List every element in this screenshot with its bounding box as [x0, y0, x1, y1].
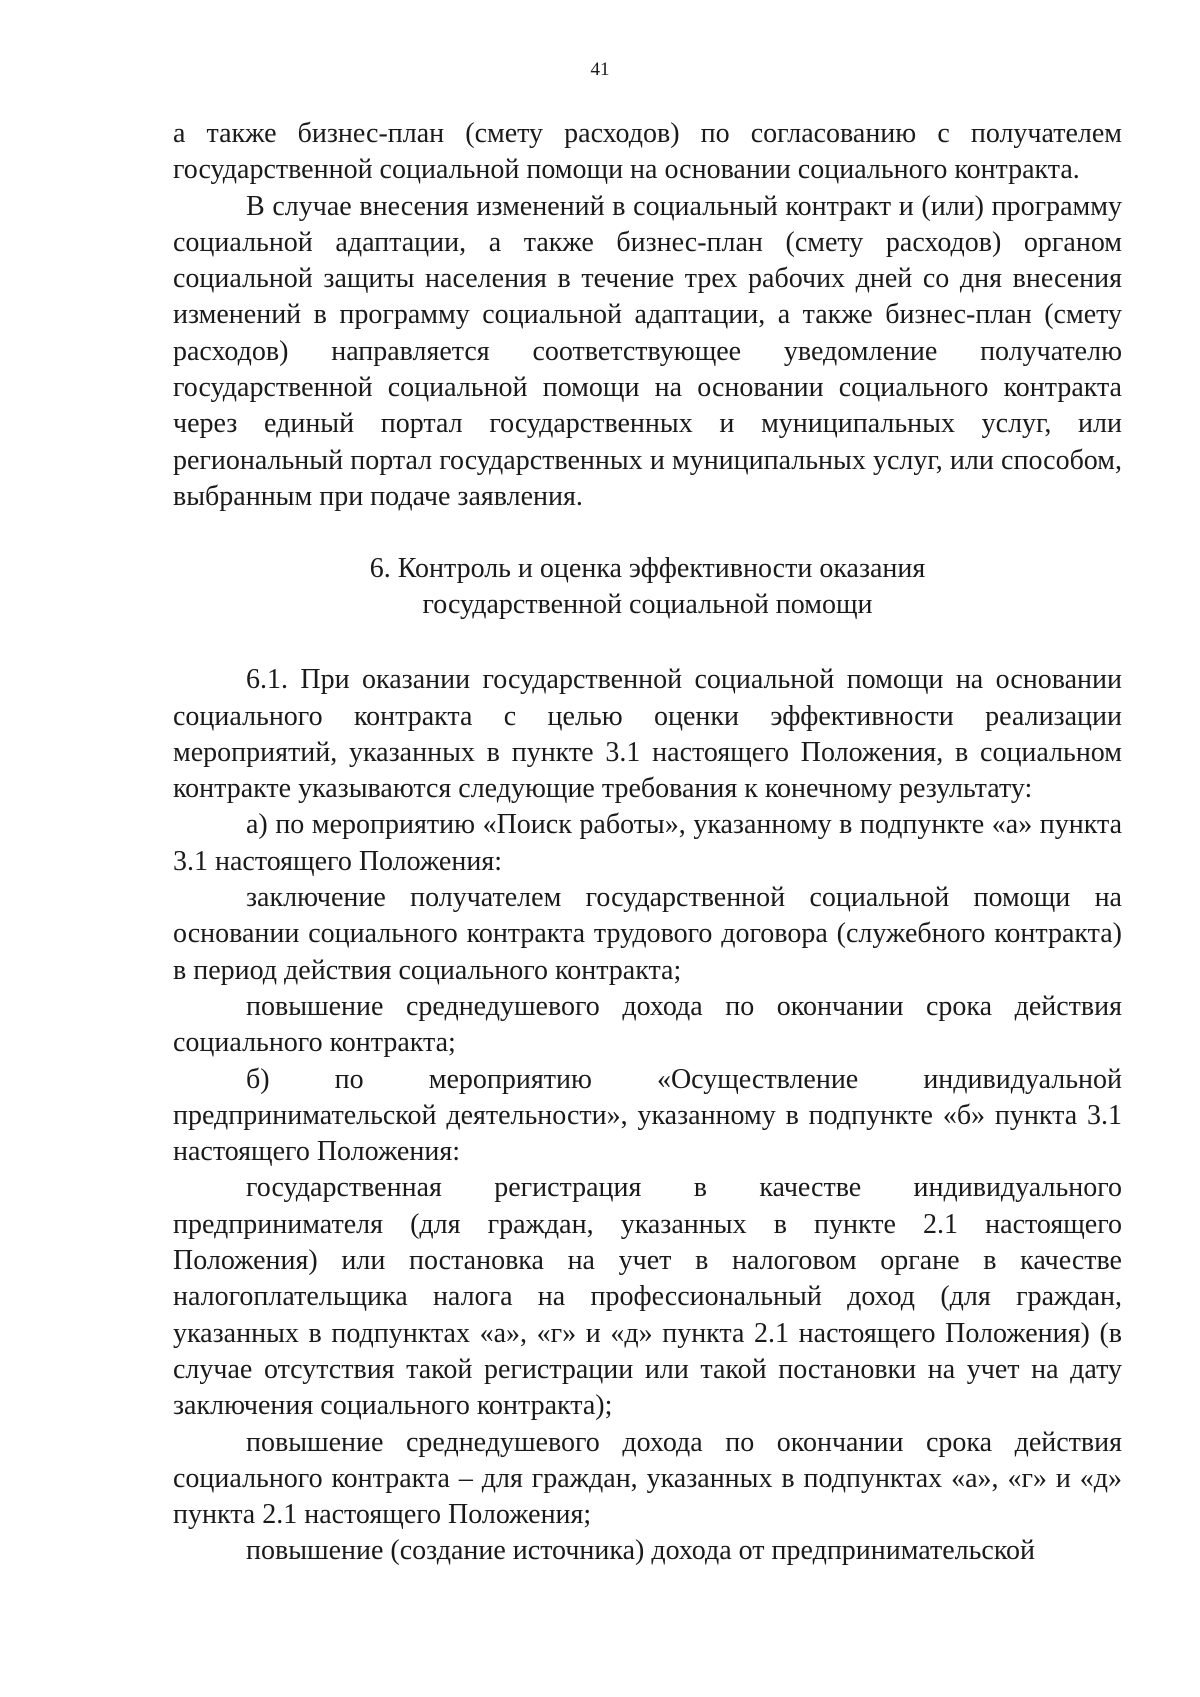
paragraph-item-a-income: повышение среднедушевого дохода по окончании срока действия социального контракта;	[173, 990, 1122, 1059]
section-heading-line-1: 6. Контроль и оценка эффективности оказания	[369, 553, 926, 585]
paragraph-continuation: а также бизнес-план (смету расходов) по согласованию с получателем государственной социальной помощи на основании социального контракта.	[173, 118, 1122, 186]
paragraph-item-b-income: повышение среднедушевого дохода по окончании срока действия социального контракта – для граждан, указанных в подпунктах «а», «г» и «д» пункта 2.1 настоящего Положения;	[173, 1426, 1122, 1531]
paragraph-item-a: а) по мероприятию «Поиск работы», указанному в подпункте «а» пункта 3.1 настоящего Положения:	[173, 809, 1122, 877]
paragraph-item-b: б) по мероприятию «Осуществление индивидуальной предпринимательской деятельности», указанному в подпункте «б» пункта 3.1 настоящего Положения:	[173, 1063, 1122, 1168]
paragraph-item-a-contract: заключение получателем государственной социальной помощи на основании социального контракта трудового договора (служебного контракта) в период действия социального контракта;	[173, 882, 1122, 986]
page-number: 41	[590, 59, 610, 80]
paragraph-6-1: 6.1. При оказании государственной социальной помощи на основании социального контракта с целью оценки эффективности реализации мероприятий, указанных в пункте 3.1 настоящего Положения, в социальном контракте указываются следующие требования к конечному результату:	[173, 664, 1122, 805]
paragraph-item-b-business-income: повышение (создание источника) дохода от предпринимательской	[246, 1535, 1035, 1567]
section-heading-line-2: государственной социальной помощи	[422, 589, 873, 621]
paragraph-changes-notice: В случае внесения изменений в социальный контракт и (или) программу социальной адаптации, а также бизнес-план (смету расходов) органом социальной защиты населения в течение трех рабочих дней со дня внесения изменений в программу социальной адаптации, а также бизнес-план (смету расходов) направляется соответствующее уведомление получателю государственной социальной помощи на основании социального контракта через единый портал государственных и муниципальных услуг, или региональный портал государственных и муниципальных услуг, или способом, выбранным при подаче заявления.	[173, 190, 1122, 512]
section-heading	[173, 551, 1122, 623]
document-body	[173, 116, 1122, 1570]
paragraph-item-b-registration: государственная регистрация в качестве индивидуального предпринимателя (для граждан, указанных в пункте 2.1 настоящего Положения) или постановка на учет в налоговом органе в качестве налогоплательщика налога на профессиональный доход (для граждан, указанных в подпунктах «а», «г» и «д» пункта 2.1 настоящего Положения) (в случае отсутствия такой регистрации или такой постановки на учет на дату заключения социального контракта);	[173, 1172, 1122, 1422]
